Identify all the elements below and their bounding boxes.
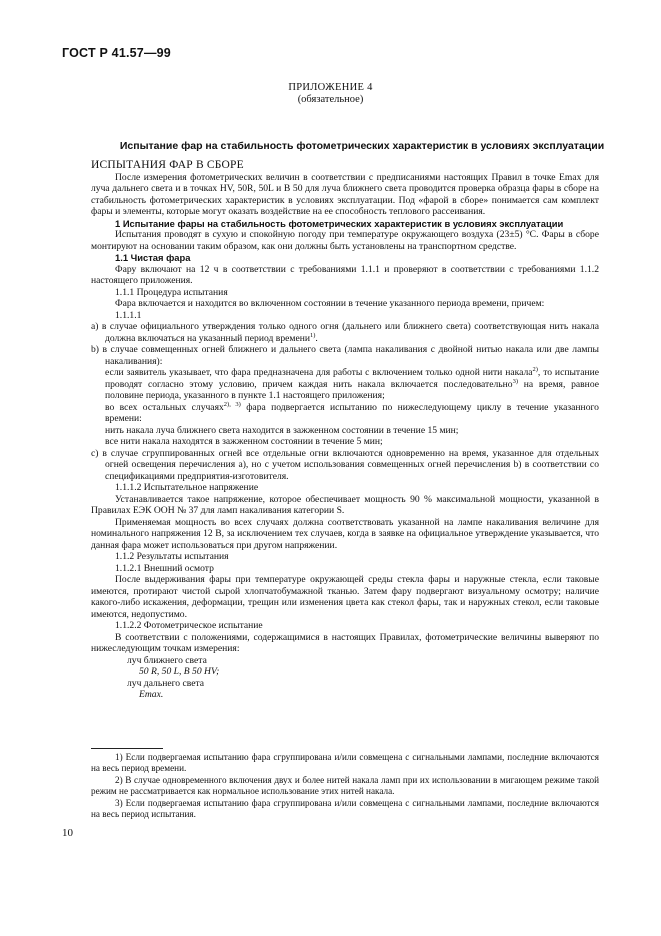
footnote-divider <box>91 748 163 749</box>
beam-high-points: Emax. <box>139 689 164 700</box>
appendix-label: ПРИЛОЖЕНИЕ 4 <box>288 82 373 93</box>
appendix-status: (обязательное) <box>297 94 364 105</box>
section-1-1-2-1-text: После выдерживания фары при температуре окружающей среды стекла фары и наружные стекла, если таковые имеются, протирают чистой сырой хлопчатобумажной тканью. Затем фару подвергают визуальному осмотру; наличие какого-либо искажения, деформации, трещин или изменения цвета как стекол фары, так и наружных стекол, если таковые имеются, недопустимо. <box>91 574 599 620</box>
section-1-1-2-title: 1.1.2 Результаты испытания <box>115 551 229 562</box>
document-body <box>91 160 599 701</box>
list-item-b2: во всех остальных случаях$^{2), 3)}$ фара подвергается испытанию по нижеследующему циклу в течение указанного времени: <box>105 400 599 424</box>
list-item-b1: если заявитель указывает, что фара предназначена для работы с включением только одной нити накала$^{2)}$, то испытание проводят согласно этому условию, причем каждая нить накала включается последовательно$^{3)}$ на время, равное половине периода, указанного в пункте 1.1 настоящего приложения; <box>105 365 600 401</box>
section-1-text: Испытания проводят в сухую и спокойную погоду при температуре окружающего воздуха (23±5) °С. Фары в сборе монтируют на основании таким образом, как они должны быть установлены на транспортном средстве. <box>91 229 599 252</box>
section-1-1-1-1: 1.1.1.1 <box>115 309 142 321</box>
footnote-3: 3) Если подвергаемая испытанию фара сгруппирована и/или совмещена с сигнальными лампами, последние включаются на весь период испытания. <box>91 798 599 819</box>
section-1-1-title: 1.1 Чистая фара <box>115 252 191 263</box>
list-item-b: b) в случае совмещенных огней ближнего и дальнего света (лампа накаливания с двойной нитью накала или две лампы накаливания): <box>91 344 599 367</box>
section-1-1-1-title: 1.1.1 Процедура испытания <box>115 286 228 298</box>
section-1-1-2-2-text: В соответствии с положениями, содержащимися в настоящих Правилах, фотометрические величины выверяют по нижеследующим точкам измерения: <box>91 631 599 654</box>
section-1-1-1-text: Фара включается и находится во включенном состоянии в течение указанного периода времени, причем: <box>115 298 545 309</box>
appendix-title: Испытание фар на стабильность фотометрических характеристик в условиях эксплуатации <box>119 140 605 152</box>
footnote-2: 2) В случае одновременного включения двух и более нитей накала ламп при их использовании в мигающем режиме такой режим не рассматривается как нормальное использование этих нитей накала. <box>91 775 599 796</box>
section-1-1-1-2-text: Устанавливается такое напряжение, которое обеспечивает мощность 90 % максимальной мощности, указанной в Правилах ЕЭК ООН № 37 для ламп накаливания категории S. <box>91 493 599 516</box>
footnote-1: 1) Если подвергаемая испытанию фара сгруппирована и/или совмещена с сигнальными лампами, последние включаются на весь период времени. <box>91 752 599 773</box>
list-item-b3: нить накала луча ближнего света находится в зажженном состоянии в течение 15 мин; <box>105 424 459 436</box>
section-1-1-1-2-title: 1.1.1.2 Испытательное напряжение <box>115 482 259 493</box>
document-header: ГОСТ Р 41.57—99 <box>62 46 171 60</box>
list-item-b4: все нити накала находятся в зажженном состоянии в течение 5 мин; <box>105 436 383 447</box>
section-1-1-1-2-text-2: Применяемая мощность во всех случаях должна соответствовать указанной на лампе накаливания величине для номинального напряжения 12 В, за исключением тех случаев, когда в заявке на официальное утверждение указывается, что данная фара может использоваться при другом напряжении. <box>91 516 599 551</box>
intro-paragraph: После измерения фотометрических величин в соответствии с предписаниями настоящих Правил в точке Emax для луча дальнего света и в точках HV, 50R, 50L и B 50 для луча ближнего света проводится проверка образца фары в сборе на стабильность фотометрических характеристик в условиях эксплуатации. Под «фарой в сборе» понимается сам комплект фары и элементы, которые могут оказать воздействие на ее способность теплового рассеивания. <box>91 171 599 217</box>
section-heading-caps: ИСПЫТАНИЯ ФАР В СБОРЕ <box>91 159 244 171</box>
section-1-title: 1 Испытание фары на стабильность фотометрических характеристик в условиях эксплуатации <box>115 217 564 229</box>
beam-high-label: луч дальнего света <box>127 677 205 689</box>
list-item-c: с) в случае сгруппированных огней все отдельные огни включаются одновременно на время, указанное для отдельных огней освещения перечисления а), но с учетом использования совмещенных огней перечисления b) в соответствии со спецификациями предприятия-изготовителя. <box>91 447 599 482</box>
beam-low-points: 50 R, 50 L, B 50 HV; <box>139 666 220 677</box>
footnote-ref: 1) <box>309 331 316 339</box>
page-number: 10 <box>62 827 73 839</box>
section-1-1-text: Фару включают на 12 ч в соответствии с требованиями 1.1.1 и проверяют в соответствии с требованиями 1.1.2 настоящего приложения. <box>91 263 599 286</box>
section-1-1-2-2-title: 1.1.2.2 Фотометрическое испытание <box>115 620 263 631</box>
footnotes <box>91 752 599 821</box>
section-1-1-2-1-title: 1.1.2.1 Внешний осмотр <box>115 562 214 574</box>
list-item-a: а) в случае официального утверждения только одного огня (дальнего или ближнего света) соответствующая нить накала должна включаться на указанный период времени$^{1)}$. <box>91 321 599 344</box>
beam-low-label: луч ближнего света <box>127 654 207 666</box>
